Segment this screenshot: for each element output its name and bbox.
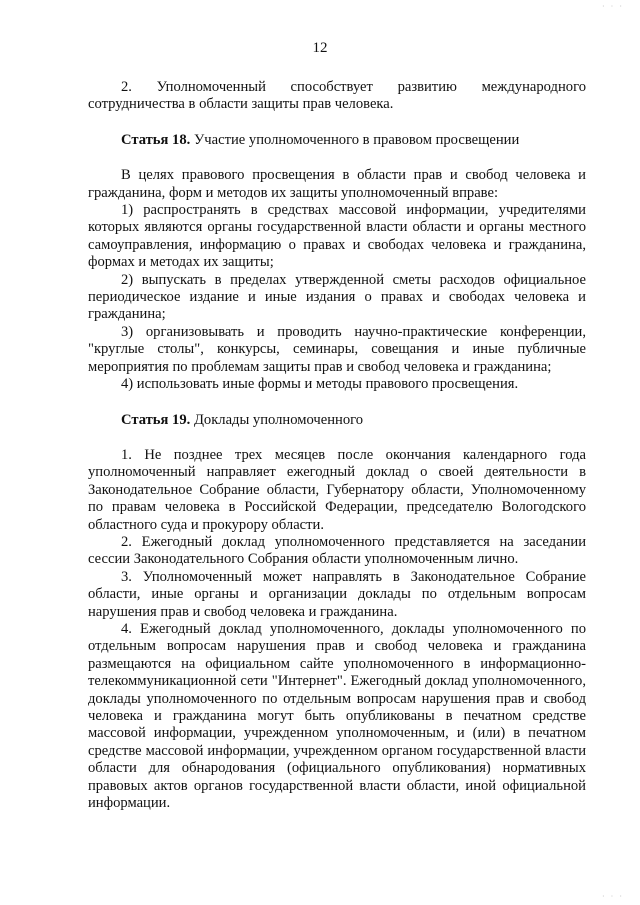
paragraph: 1. Не позднее трех месяцев после окончания календарного года уполномоченный направляет ежегодный доклад о своей деятельности в Законодательное Собрание области, Губернатору области, Уполномоченному по правам человека в Российской Федерации, председателю Вологодского областного суда и прокурору области. [88, 446, 586, 533]
article-number: Статья 19. [121, 411, 191, 428]
article-heading [88, 412, 586, 429]
paragraph: 1) распространять в средствах массовой информации, учредителями которых являются органы государственной власти области и органы местного самоуправления, информацию о правах и свободах человека и гражданина, формах и методах их защиты; [88, 202, 586, 271]
article-title: Участие уполномоченного в правовом просвещении [193, 131, 520, 148]
page-number: 12 [312, 40, 328, 56]
paragraph: 3. Уполномоченный может направлять в Законодательное Собрание области, иные органы и организации доклады по отдельным вопросам нарушения прав и свобод человека и гражданина. [88, 568, 586, 620]
paragraph: 4) использовать иные формы и методы правового просвещения. [121, 376, 519, 393]
spacer [88, 149, 586, 167]
paragraph: 2. Уполномоченный способствует развитию международного сотрудничества в области защиты прав человека. [88, 79, 586, 113]
spacer [88, 114, 586, 132]
scan-mark-bottom: · · · [602, 892, 624, 901]
article-title: Доклады уполномоченного [193, 411, 364, 428]
scan-mark-top: · · · [602, 2, 624, 11]
document-body [88, 79, 586, 812]
article-number: Статья 18. [121, 131, 191, 148]
paragraph: 2) выпускать в пределах утвержденной сметы расходов официальное периодическое издание и иные издания о правах и свободах человека и гражданина; [88, 271, 586, 323]
spacer [88, 394, 586, 412]
paragraph: 3) организовывать и проводить научно-практические конференции, "круглые столы", конкурсы, семинары, совещания и иные публичные мероприятия по проблемам защиты прав и свобод человека и гражданина; [88, 323, 586, 375]
spacer [88, 429, 586, 447]
paragraph: 2. Ежегодный доклад уполномоченного представляется на заседании сессии Законодательного Собрания области уполномоченным лично. [88, 533, 586, 568]
paragraph: 4. Ежегодный доклад уполномоченного, доклады уполномоченного по отдельным вопросам нарушения прав и свобод человека и гражданина размещаются на официальном сайте уполномоченного в информационно-телекоммуникационной сети "Интернет". Ежегодный доклад уполномоченного, доклады уполномоченного по отдельным вопросам нарушения прав и свобод человека и гражданина могут быть опубликованы в печатном средстве массовой информации, учрежденном уполномоченным, и (или) в печатном средстве массовой информации, учрежденном органом государственной власти области для обнародования (официального опубликования) нормативных правовых актов органов государственной власти области, иной официальной информации. [88, 620, 586, 812]
article-heading [88, 132, 586, 149]
paragraph: В целях правового просвещения в области прав и свобод человека и гражданина, форм и методов их защиты уполномоченный вправе: [88, 167, 586, 201]
